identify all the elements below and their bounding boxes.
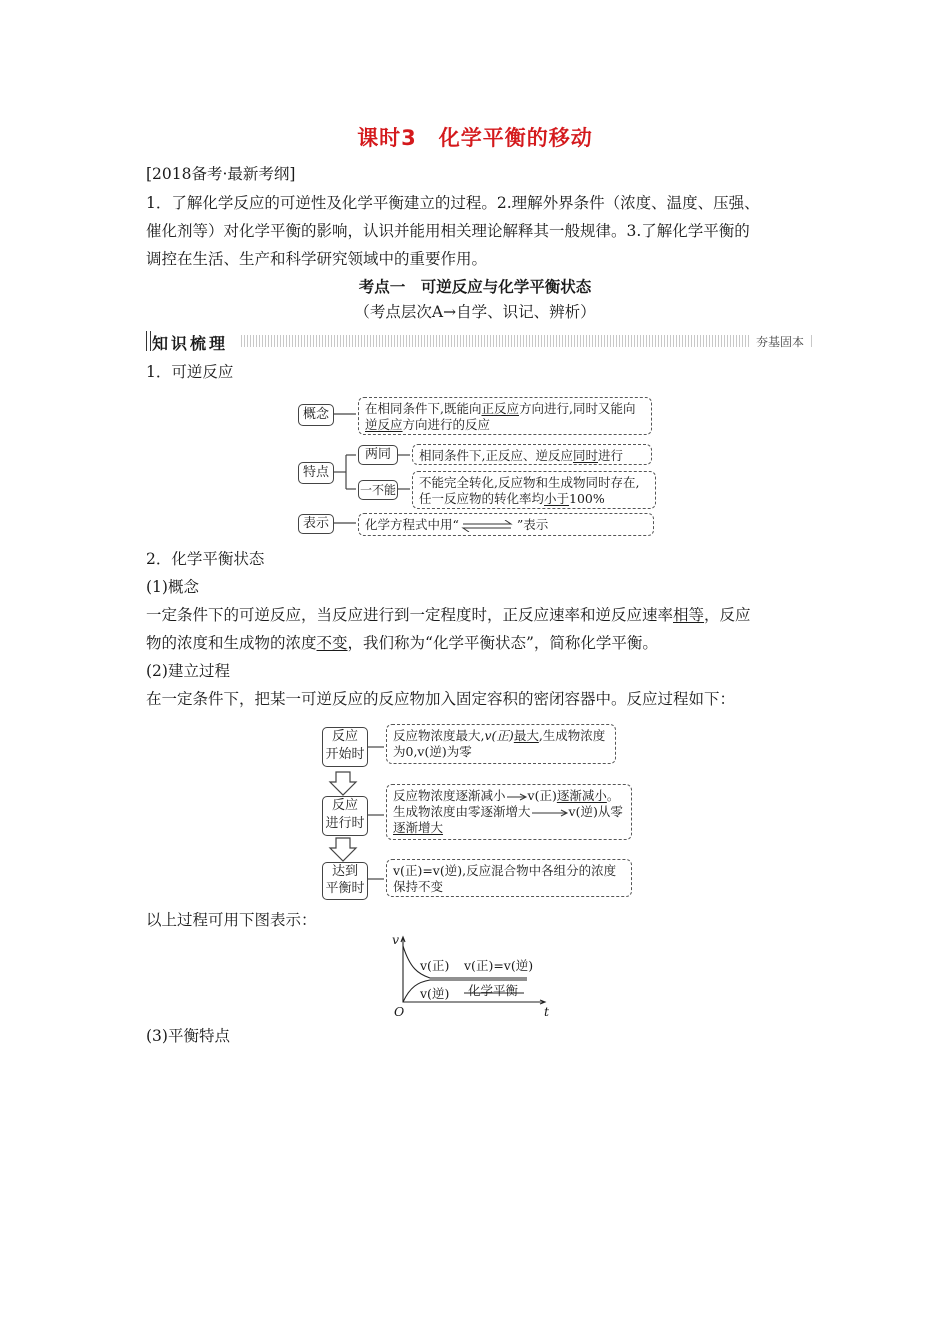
- banner-label: 知识梳理: [152, 331, 236, 354]
- equilibrium-arrow-icon: [459, 520, 517, 532]
- knowledge-banner: [146, 331, 814, 351]
- banner-bar: [146, 331, 151, 351]
- t1b: 为0,v(逆)为零: [393, 744, 472, 759]
- step-start-line2: 开始时: [325, 747, 365, 762]
- para1-d: ，我们称为“化学平衡状态”，简称化学平衡。: [347, 634, 658, 652]
- syllabus-line-1: 1．了解化学反应的可逆性及化学平衡建立的过程。2.理解外界条件（浓度、温度、压强、: [146, 194, 760, 212]
- two-same-text-box: [412, 444, 652, 465]
- graph-origin: O: [394, 1004, 405, 1019]
- para1-u1: 相等: [673, 606, 705, 624]
- rate-time-graph: [392, 932, 562, 1020]
- feature-box: 特点: [298, 462, 334, 484]
- concept-text-b: 方向进行,同时又能向: [519, 401, 636, 416]
- syllabus-line-3: 调控在生活、生产和科学研究领域中的重要作用。: [146, 250, 488, 268]
- para1-u2: 不变: [316, 634, 348, 652]
- heading-process: (2)建立过程: [146, 662, 230, 680]
- one-not-text-2b: 100%: [569, 491, 605, 506]
- concept-text-box: [358, 397, 652, 435]
- two-same-box: 两同: [358, 445, 398, 465]
- t2b-a: 生成物浓度由零逐渐增大: [393, 804, 531, 819]
- para1-b: ，反应: [704, 606, 751, 624]
- page-title: 课时3 化学平衡的移动: [357, 126, 593, 150]
- graph-intro: 以上过程可用下图表示：: [146, 911, 317, 929]
- t2a-u: 逐渐减小: [556, 788, 607, 803]
- one-not-text-1: 不能完全转化,反应物和生成物同时存在,: [419, 475, 640, 490]
- para1-c: 物的浓度和生成物的浓度: [146, 634, 317, 652]
- reversible-reaction-diagram: [298, 396, 660, 540]
- graph-reverse-label: v(逆): [420, 986, 450, 1001]
- heading-concept: (1)概念: [146, 578, 199, 596]
- right-arrow-icon: [506, 793, 528, 801]
- two-same-text-a: 相同条件下,正反应、逆反应: [419, 448, 573, 463]
- step-progress-box: [322, 796, 368, 836]
- one-not-text-2u: 小于: [544, 491, 570, 506]
- concept-text-u1: 正反应: [481, 401, 519, 416]
- two-same-text-b: 进行: [598, 448, 624, 463]
- section-subtitle: （考点层次A→自学、识记、辨析）: [354, 303, 596, 321]
- step-progress-text: 反应物浓度逐渐减小 v(正)逐渐减小。 生成物浓度由零逐渐增大 v(逆)从零 逐渐增大: [386, 784, 632, 840]
- concept-text-a: 在相同条件下,既能向: [365, 401, 482, 416]
- graph-y-label: v: [392, 932, 400, 947]
- t3a: v(正)=v(逆),反应混合物中各组分的浓度: [393, 863, 617, 878]
- step-start-text: [386, 724, 616, 764]
- concept-paragraph-1: [146, 601, 810, 629]
- graph-eq-label: 化学平衡: [468, 983, 519, 998]
- process-diagram: [320, 722, 634, 900]
- one-not-box: 一不能: [358, 480, 398, 500]
- section-title: 考点一 可逆反应与化学平衡状态: [358, 278, 592, 296]
- concept-text-c: 方向进行的反应: [402, 417, 491, 432]
- step-eq-line1: 达到: [331, 864, 358, 879]
- step-equilibrium-text: [386, 859, 632, 897]
- heading-reversible: 1．可逆反应: [146, 363, 234, 381]
- express-text-a: 化学方程式中用“: [365, 517, 459, 532]
- concept-text-u2: 逆反应: [365, 417, 403, 432]
- para1-a: 一定条件下的可逆反应，当反应进行到一定程度时，正反应速率和逆反应速率: [146, 606, 674, 624]
- t1a-a: 反应物浓度最大,: [393, 728, 485, 743]
- t1a-b: ,生成物浓度: [538, 728, 606, 743]
- t2a-b: v(正): [527, 788, 557, 803]
- step-eq-line2: 平衡时: [325, 881, 365, 896]
- graph-svg: [392, 932, 562, 1020]
- two-same-text-u: 同时: [572, 448, 598, 463]
- t2a-a: 反应物浓度逐渐减小: [393, 788, 506, 803]
- concept-box: 概念: [298, 404, 334, 426]
- syllabus-tag: [2018备考·最新考纲]: [146, 165, 296, 183]
- step-progress-line1: 反应: [331, 798, 358, 813]
- concept-paragraph-2: [146, 629, 810, 657]
- express-text-b: ”表示: [516, 517, 549, 532]
- t3b: 保持不变: [393, 879, 444, 894]
- one-not-text-box: [412, 471, 656, 509]
- graph-forward-label: v(正): [420, 958, 450, 973]
- step-progress-line2: 进行时: [325, 816, 365, 831]
- process-paragraph: 在一定条件下，把某一可逆反应的反应物加入固定容积的密闭容器中。反应过程如下：: [146, 690, 736, 708]
- t2c-u: 逐渐增大: [393, 820, 444, 835]
- step-equilibrium-box: [322, 862, 368, 900]
- heading-equilibrium: 2．化学平衡状态: [146, 550, 265, 568]
- express-text-box: [358, 513, 654, 536]
- t2b-b: v(逆)从零: [568, 804, 623, 819]
- t1a-v: v(正): [484, 728, 514, 743]
- syllabus-line-2: 催化剂等）对化学平衡的影响，认识并能用相关理论解释其一般规律。3.了解化学平衡的: [146, 222, 750, 240]
- t1a-u: 最大: [513, 728, 539, 743]
- graph-x-label: t: [544, 1004, 550, 1019]
- step-start-box: [322, 727, 368, 767]
- banner-right-label: 夯基固本: [750, 333, 810, 350]
- express-box: 表示: [298, 514, 334, 534]
- graph-equal-label: v(正)=v(逆): [464, 958, 534, 973]
- heading-features: (3)平衡特点: [146, 1027, 230, 1045]
- banner-stripe: [241, 335, 814, 347]
- right-arrow-icon-2: [531, 809, 569, 817]
- step-start-line1: 反应: [331, 729, 358, 744]
- one-not-text-2a: 任一反应物的转化率均: [419, 491, 545, 506]
